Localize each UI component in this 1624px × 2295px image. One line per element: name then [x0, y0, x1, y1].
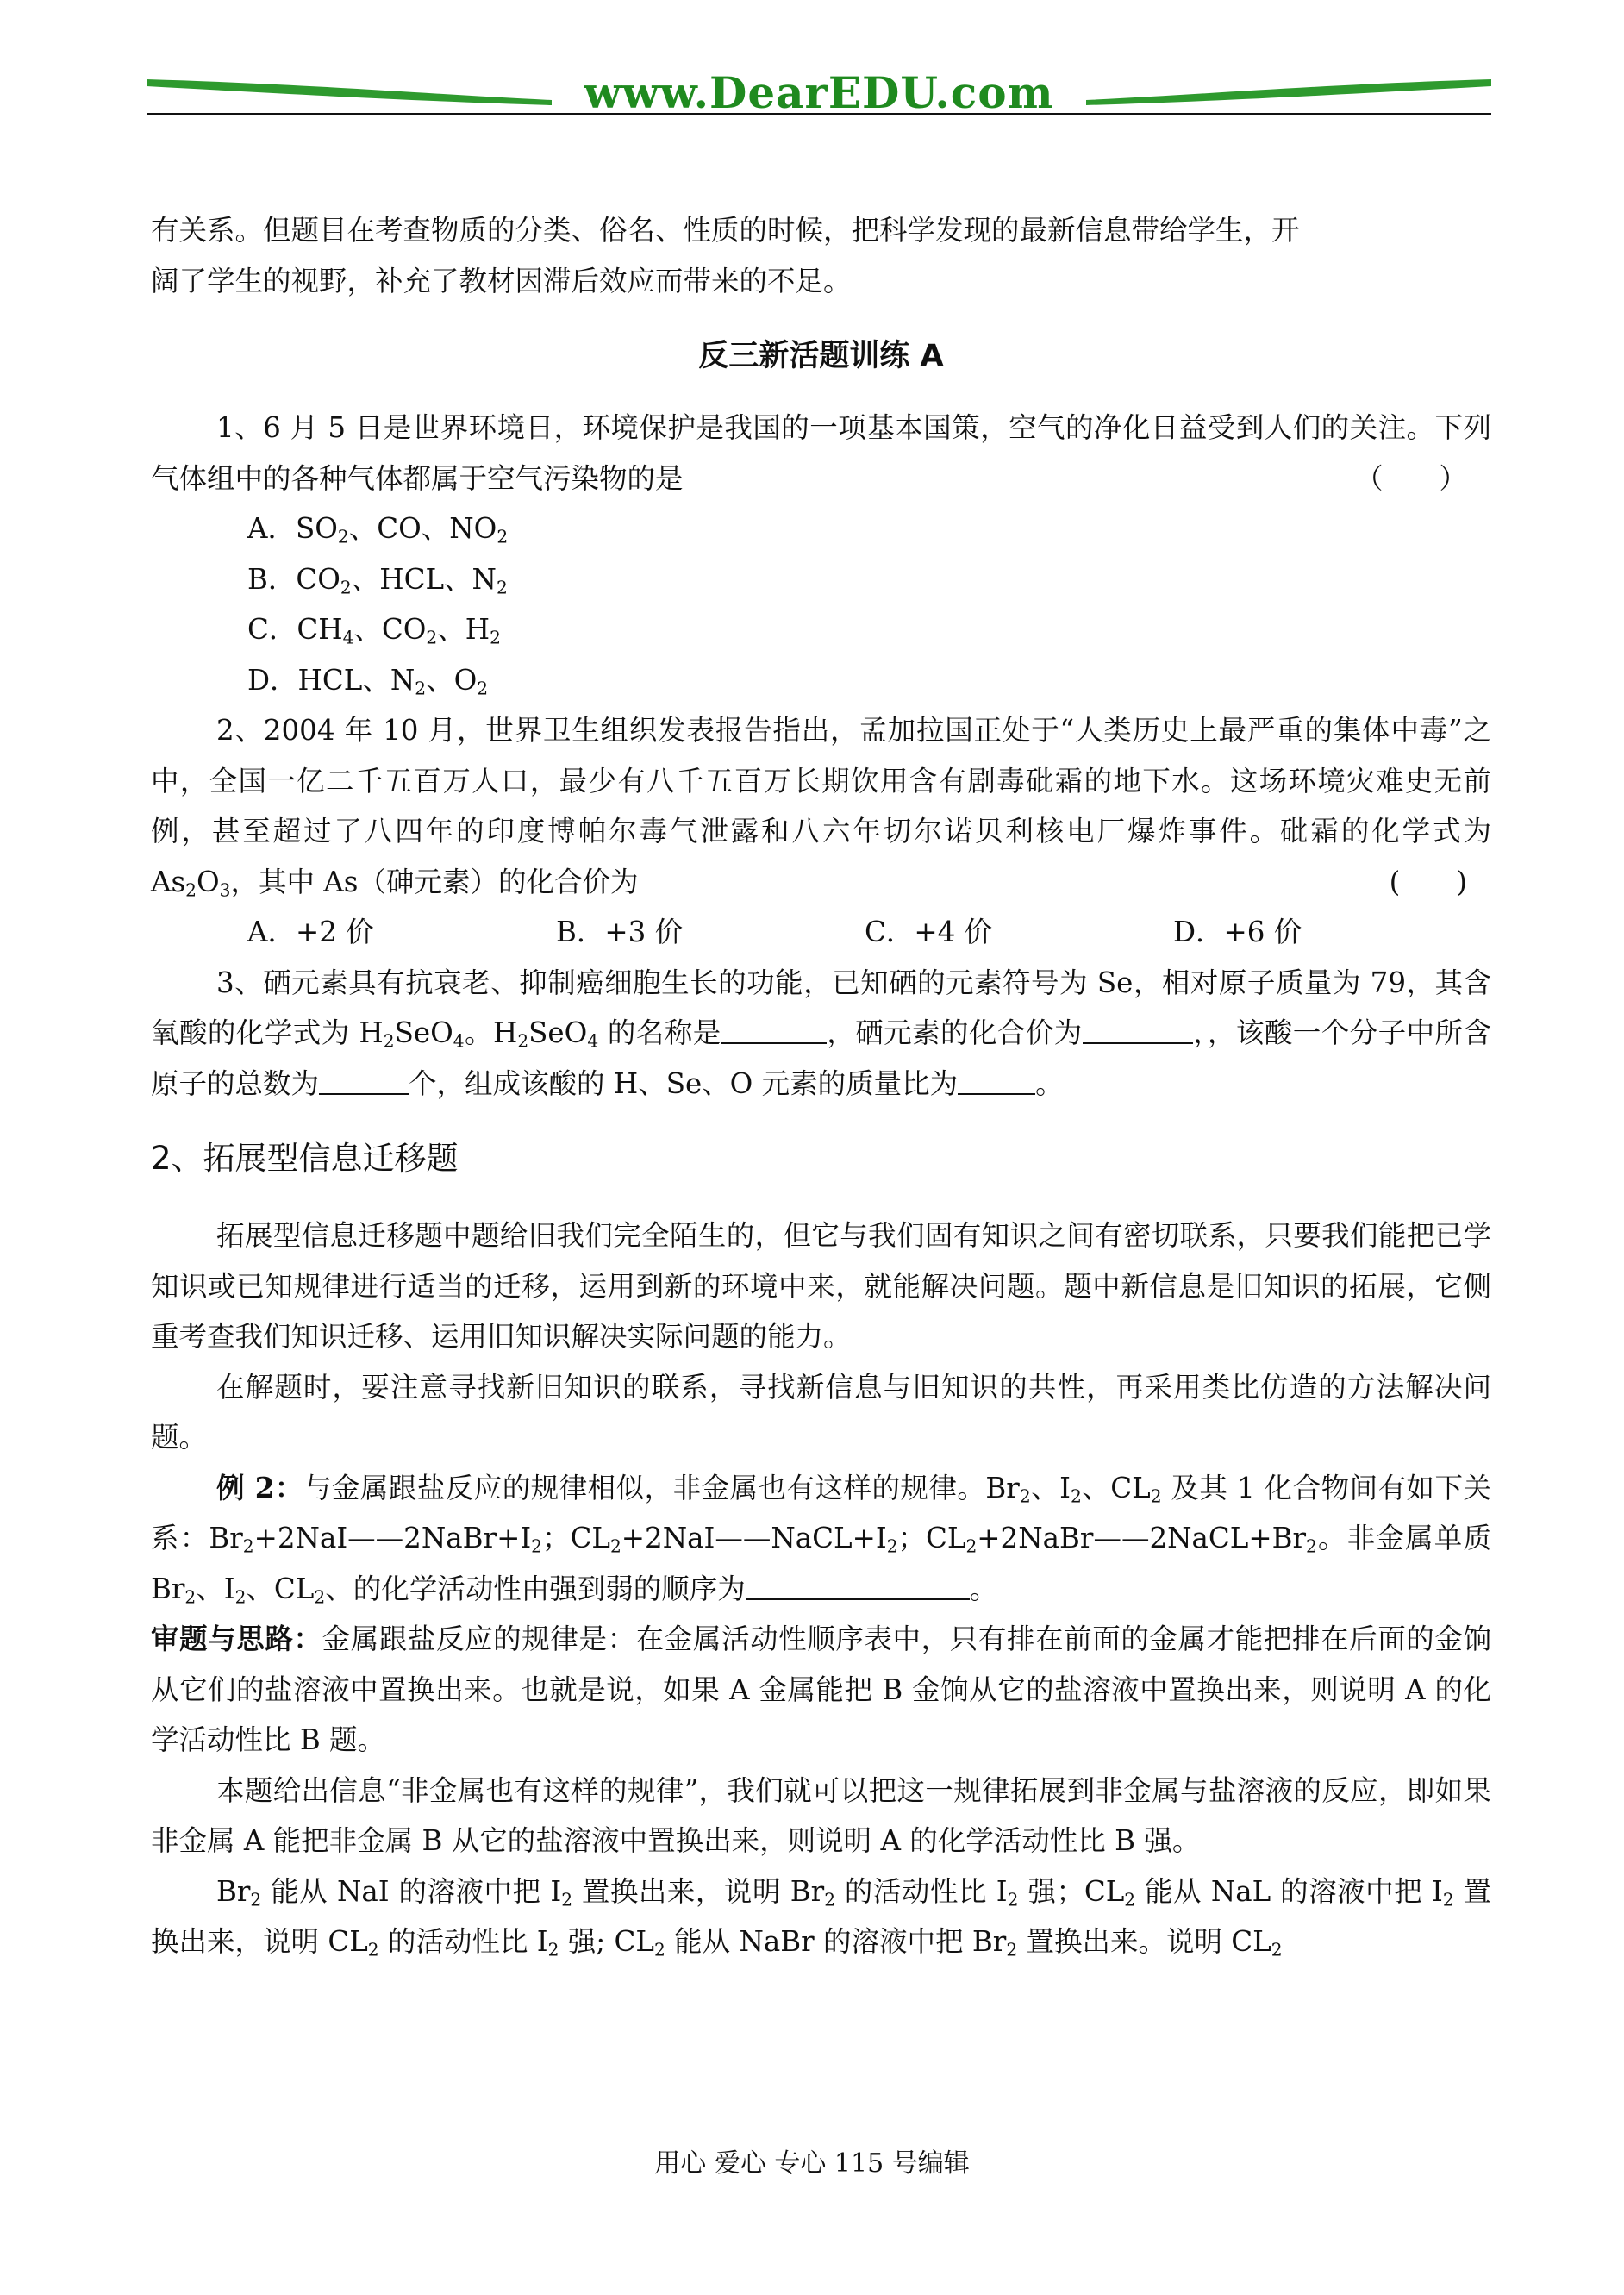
blank-line	[958, 1067, 1035, 1095]
example-2: 例 2：与金属跟盐反应的规律相似，非金属也有这样的规律。$Br_2$、$I_2$、$CL_2$ 及其 1 化合物间有如下关系：$Br_2+2NaI——2NaBr+I_2$；$CL_2+2NaI——NaCL+I_2$；$CL_2+2NaBr——2NaCL+Br_2$。非金属单质 $Br_2$、$I_2$、$CL_2$、的化学活动性由强到弱的顺序为 。	[151, 1470, 1492, 1608]
analysis-label: 审题与思路：	[151, 1623, 322, 1655]
q1-option-b: B．$CO_2$、HCL、$N_2$	[247, 562, 508, 598]
intro-line-2: 阔了学生的视野，补充了教材因滞后效应而带来的不足。	[151, 264, 852, 297]
q2-option-a: A．+2 价	[247, 916, 374, 948]
blank-line	[746, 1573, 970, 1600]
q2-option-c: C．+4 价	[865, 916, 993, 948]
document-body	[151, 205, 1491, 1967]
paragraph-4: $Br_2$ 能从 NaI 的溶液中把 $I_2$ 置换出来，说明 $Br_2$ 的活动性比 $I_2$ 强；$CL_2$ 能从 NaL 的溶液中把 $I_2$ 置换出来，说明 $CL_2$ 的活动性比 $I_2$ 强; $CL_2$ 能从 NaBr 的溶液中把 $Br_2$ 置换出来。说明 $CL_2$	[151, 1874, 1491, 1960]
blank-line	[721, 1016, 827, 1044]
intro-line-1: 有关系。但题目在考查物质的分类、俗名、性质的时候，把科学发现的最新信息带给学生，开	[151, 214, 1300, 247]
answer-parenthesis: （ ）	[1354, 461, 1467, 495]
page-header	[147, 60, 1491, 121]
analysis: 审题与思路：金属跟盐反应的规律是：在金属活动性顺序表中，只有排在前面的金属才能把排在后面的金饷从它们的盐溶液中置换出来。也就是说，如果 A 金属能把 B 金饷从它的盐溶液中置换出来，则说明 A 的化学活动性比 B 题。	[151, 1623, 1491, 1756]
q1-option-a: A．$SO_2$、CO、$NO_2$	[247, 512, 509, 547]
paragraph-1: 拓展型信息迁移题中题给旧我们完全陌生的，但它与我们固有知识之间有密切联系，只要我们能把已学知识或已知规律进行适当的迁移，运用到新的环境中来，就能解决问题。题中新信息是旧知识的拓展，它侧重考查我们知识迁移、运用旧知识解决实际问题的能力。	[151, 1219, 1491, 1353]
blank-line	[1083, 1016, 1193, 1044]
q2-options	[151, 907, 1491, 958]
q1-option-c: C．$CH_4$、$CO_2$、$H_2$	[247, 613, 501, 648]
answer-parenthesis: ( )	[1389, 865, 1467, 898]
question-3: 3、硒元素具有抗衰老、抑制癌细胞生长的功能，已知硒的元素符号为 Se，相对原子质量为 79，其含氧酸的化学式为 $H_2SeO_4$。$H_2SeO_4$ 的名称是 ，硒元素的化合价为 ，，该酸一个分子中所含原子的总数为 个，组成该酸的 H、Se、O 元素的质量比为 。	[151, 966, 1491, 1100]
site-logo-text: www.DearEDU.com	[584, 67, 1054, 118]
section-2-heading: 2、拓展型信息迁移题	[151, 1140, 459, 1177]
q2-option-d: D．+6 价	[1173, 916, 1302, 948]
question-2: 2、2004 年 10 月，世界卫生组织发表报告指出，孟加拉国正处于“人类历史上最严重的集体中毒”之中，全国一亿二千五百万人口，最少有八千五百万长期饮用含有剧毒砒霜的地下水。这场环境灾难史无前例，甚至超过了八四年的印度博帕尔毒气泄露和八六年切尔诺贝利核电厂爆炸事件。砒霜的化学式为 $As_2O_3$，其中 As（砷元素）的化合价为 ( )	[151, 705, 1491, 907]
blank-line	[319, 1067, 409, 1095]
example-label: 例 2：	[216, 1470, 303, 1504]
paragraph-3: 本题给出信息“非金属也有这样的规律”，我们就可以把这一规律拓展到非金属与盐溶液的反应，即如果非金属 A 能把非金属 B 从它的盐溶液中置换出来，则说明 A 的化学活动性比 B 强。	[151, 1773, 1491, 1857]
page-footer: 用心 爱心 专心 115 号编辑	[654, 2148, 970, 2179]
paragraph-2: 在解题时，要注意寻找新旧知识的联系，寻找新信息与旧知识的共性，再采用类比仿造的方法解决问题。	[151, 1370, 1491, 1454]
q1-option-d: D．HCL、$N_2$、$O_2$	[247, 663, 489, 699]
section-title: 反三新活题训练 A	[698, 339, 944, 373]
question-1: 1、6 月 5 日是世界环境日，环境保护是我国的一项基本国策，空气的净化日益受到人们的关注。下列气体组中的各种气体都属于空气污染物的是 （ ）	[151, 403, 1491, 503]
q2-option-b: B．+3 价	[556, 916, 684, 948]
